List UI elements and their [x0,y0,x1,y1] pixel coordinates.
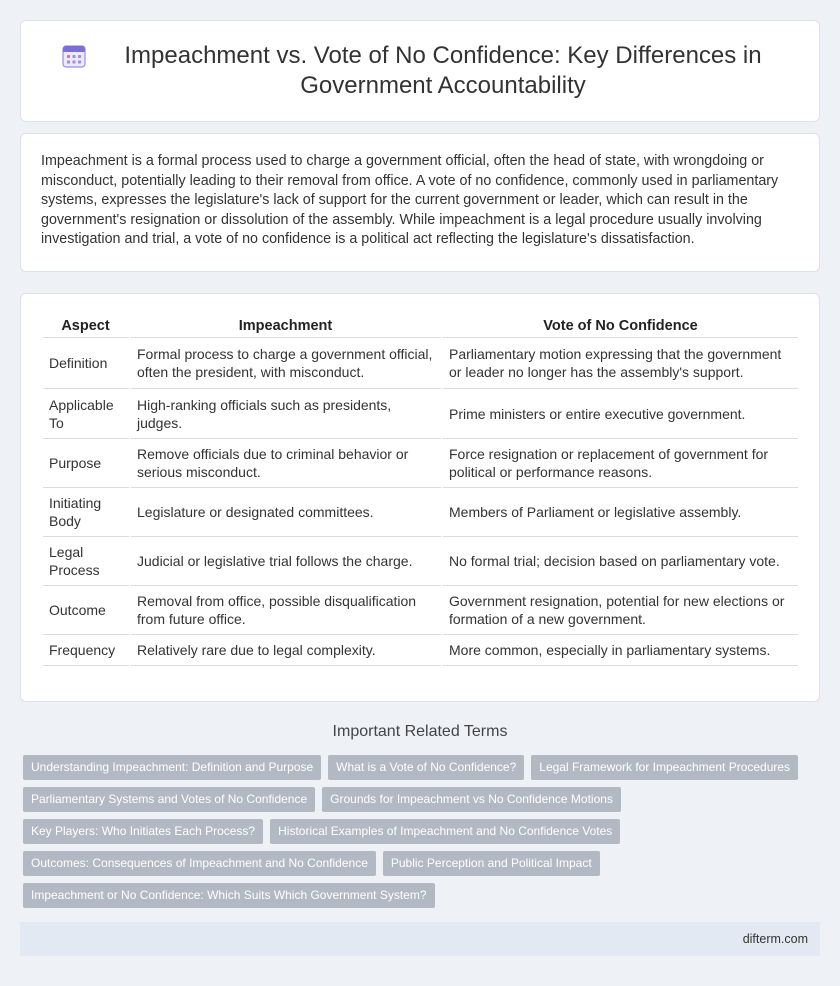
tag-row [23,883,823,908]
related-term-link[interactable]: Key Players: Who Initiates Each Process? [23,819,263,844]
table-row [43,338,798,389]
row-no-confidence: Parliamentary motion expressing that the government or leader no longer has the assembly's support. [443,338,798,389]
table-row [43,488,798,537]
related-term-link[interactable]: Legal Framework for Impeachment Procedures [531,755,798,780]
calendar-icon [61,43,87,69]
table-header-row [43,314,798,338]
row-aspect: Definition [43,338,131,389]
column-header-no-confidence: Vote of No Confidence [443,314,798,338]
row-impeachment: Relatively rare due to legal complexity. [131,635,443,666]
row-aspect: Applicable To [43,389,131,439]
tag-row [23,755,823,780]
row-aspect: Outcome [43,586,131,635]
header-card [20,20,820,122]
row-aspect: Initiating Body [43,488,131,537]
comparison-card [20,293,820,702]
tag-row [23,787,823,812]
intro-card [20,133,820,272]
row-impeachment: Judicial or legislative trial follows the charge. [131,537,443,586]
related-term-link[interactable]: Outcomes: Consequences of Impeachment and No Confidence [23,851,376,876]
row-no-confidence: Government resignation, potential for new elections or formation of a new government. [443,586,798,635]
row-impeachment: High-ranking officials such as presidents, judges. [131,389,443,439]
column-header-impeachment: Impeachment [131,314,443,338]
row-no-confidence: Force resignation or replacement of government for political or performance reasons. [443,439,798,488]
table-row [43,439,798,488]
row-impeachment: Remove officials due to criminal behavior or serious misconduct. [131,439,443,488]
related-term-link[interactable]: Grounds for Impeachment vs No Confidence Motions [322,787,621,812]
row-aspect: Frequency [43,635,131,666]
comparison-table [43,314,798,666]
row-aspect: Purpose [43,439,131,488]
footer [20,922,820,956]
tag-row [23,819,823,844]
related-terms-heading: Important Related Terms [332,723,508,740]
table-row [43,586,798,635]
page-title: Impeachment vs. Vote of No Confidence: Key Differences in Government Accountability [124,42,762,99]
column-header-aspect: Aspect [43,314,131,338]
related-term-link[interactable]: Public Perception and Political Impact [383,851,600,876]
row-impeachment: Removal from office, possible disqualification from future office. [131,586,443,635]
row-aspect: Legal Process [43,537,131,586]
table-row [43,389,798,439]
table-row [43,635,798,666]
tag-row [23,851,823,876]
row-impeachment: Legislature or designated committees. [131,488,443,537]
related-term-link[interactable]: Impeachment or No Confidence: Which Suits Which Government System? [23,883,435,908]
footer-site-link[interactable]: difterm.com [742,932,808,946]
row-no-confidence: More common, especially in parliamentary systems. [443,635,798,666]
row-no-confidence: Members of Parliament or legislative assembly. [443,488,798,537]
row-no-confidence: Prime ministers or entire executive government. [443,389,798,439]
related-term-link[interactable]: What is a Vote of No Confidence? [328,755,524,780]
row-no-confidence: No formal trial; decision based on parliamentary vote. [443,537,798,586]
related-term-link[interactable]: Understanding Impeachment: Definition and Purpose [23,755,321,780]
related-term-link[interactable]: Historical Examples of Impeachment and No Confidence Votes [270,819,620,844]
intro-paragraph: Impeachment is a formal process used to charge a government official, often the head of state, with wrongdoing or misconduct, potentially leading to their removal from office. A vote of no confidence, commonly used in parliamentary systems, expresses the legislature's lack of support for the current government or leader, which can result in the government's resignation or dissolution of the assembly. While impeachment is a legal procedure usually involving investigation and trial, a vote of no confidence is a political act reflecting the legislature's dissatisfaction. [41,153,779,247]
table-row [43,537,798,586]
related-term-link[interactable]: Parliamentary Systems and Votes of No Confidence [23,787,315,812]
row-impeachment: Formal process to charge a government official, often the president, with misconduct. [131,338,443,389]
related-terms-list [23,755,823,915]
